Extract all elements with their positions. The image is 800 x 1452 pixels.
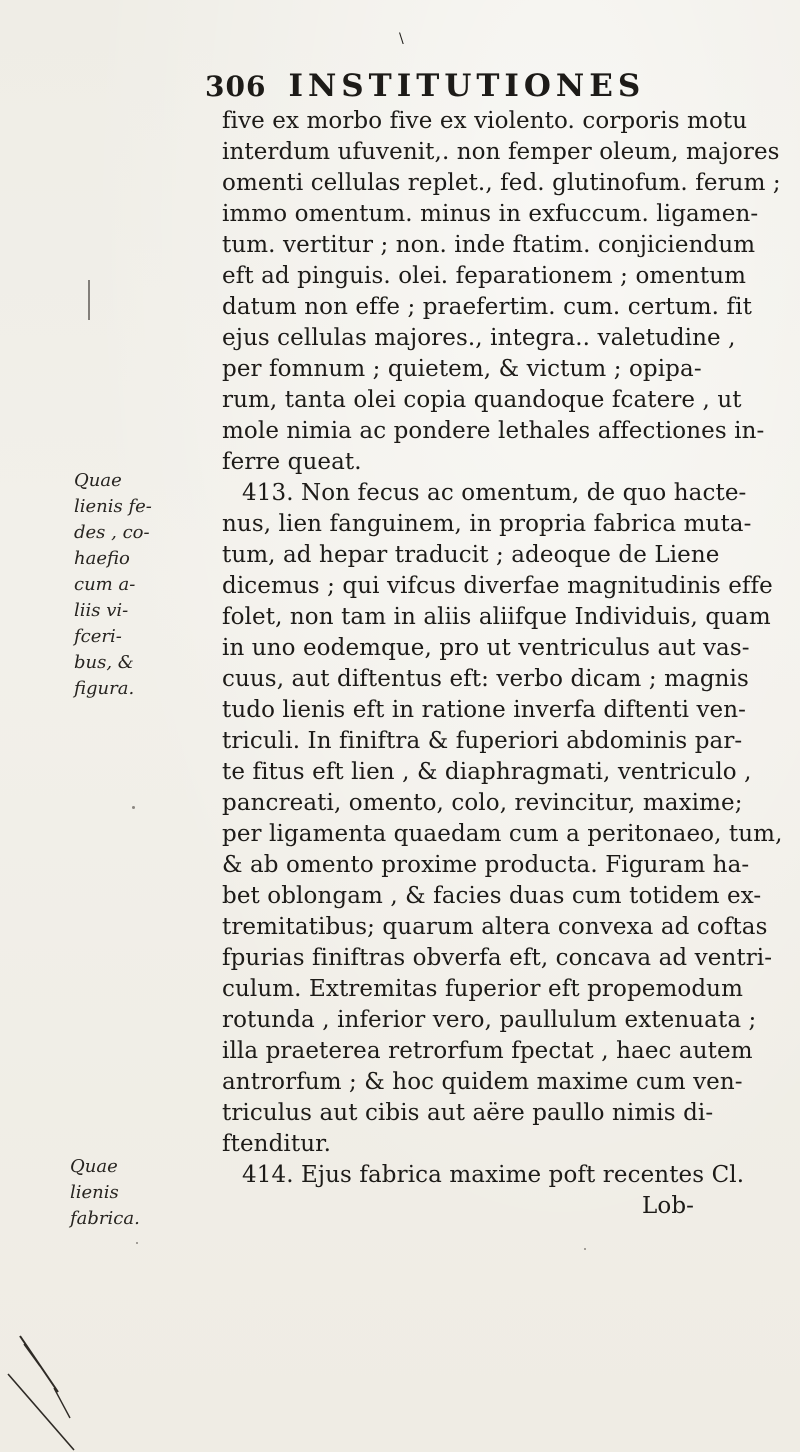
body-line: five ex morbo five ex violento. corporis motu xyxy=(222,108,748,134)
body-line: ftenditur. xyxy=(222,1131,332,1157)
body-line: te fitus eft lien , & diaphragmati, ventriculo , xyxy=(222,759,752,785)
body-line: 414. Ejus fabrica maxime poft recentes Cl. xyxy=(242,1162,745,1188)
body-line: omenti cellulas replet., fed. glutinofum. ferum ; xyxy=(222,170,781,196)
body-line: interdum ufuvenit,. non femper oleum, majores xyxy=(222,139,780,165)
body-line: dicemus ; qui vifcus diverfae magnitudinis effe xyxy=(222,573,773,599)
body-line: mole nimia ac pondere lethales affectiones in- xyxy=(222,418,765,444)
body-line: rotunda , inferior vero, paullulum extenuata ; xyxy=(222,1007,757,1033)
body-line: in uno eodemque, pro ut ventriculus aut vas- xyxy=(222,635,750,661)
page-number: 306 xyxy=(205,69,267,103)
page-header xyxy=(205,66,765,106)
margin-note-line: haefio xyxy=(74,548,130,569)
left-margin-rule xyxy=(88,280,90,320)
margin-note-line: figura. xyxy=(74,678,135,699)
margin-note-line: lienis fe- xyxy=(74,496,152,517)
body-line: fpurias finiftras obverfa eft, concava ad ventri- xyxy=(222,945,773,971)
margin-note-line: fceri- xyxy=(74,626,122,647)
body-line: triculi. In finiftra & fuperiori abdominis par- xyxy=(222,728,743,754)
body-line: Lob- xyxy=(642,1193,695,1219)
body-line: rum, tanta olei copia quandoque fcatere , ut xyxy=(222,387,742,413)
body-line: antrorfum ; & hoc quidem maxime cum ven- xyxy=(222,1069,743,1095)
body-line: illa praeterea retrorfum fpectat , haec autem xyxy=(222,1038,753,1064)
body-line: per fomnum ; quietem, & victum ; opipa- xyxy=(222,356,702,382)
body-line: tudo lienis eft in ratione inverfa diftenti ven- xyxy=(222,697,747,723)
ink-speck xyxy=(136,1242,138,1244)
body-line: pancreati, omento, colo, revincitur, maxime; xyxy=(222,790,743,816)
margin-note-2 xyxy=(70,1154,140,1232)
margin-note-line: des , co- xyxy=(74,522,150,543)
body-line: & ab omento proxime producta. Figuram ha- xyxy=(222,852,750,878)
body-line: per ligamenta quaedam cum a peritonaeo, tum, xyxy=(222,821,783,847)
margin-note-line: Quae xyxy=(74,470,122,491)
body-line: cuus, aut diftentus eft: verbo dicam ; magnis xyxy=(222,666,749,692)
body-line: ferre queat. xyxy=(222,449,362,475)
margin-note-line: Quae xyxy=(70,1156,118,1177)
body-line: culum. Extremitas fuperior eft propemodum xyxy=(222,976,743,1002)
body-line: folet, non tam in aliis aliifque Individuis, quam xyxy=(222,604,771,630)
margin-note-line: liis vi- xyxy=(74,600,129,621)
margin-note-line: bus, & xyxy=(74,652,134,673)
running-title: INSTITUTIONES xyxy=(288,68,646,104)
body-line: triculus aut cibis aut aëre paullo nimis di- xyxy=(222,1100,714,1126)
body-line: datum non effe ; praefertim. cum. certum. fit xyxy=(222,294,752,320)
body-line: eft ad pinguis. olei. feparationem ; omentum xyxy=(222,263,747,289)
margin-note-1 xyxy=(74,468,152,702)
margin-note-line: cum a- xyxy=(74,574,136,595)
top-mark: \ xyxy=(399,31,404,47)
body-line: 413. Non fecus ac omentum, de quo hacte- xyxy=(242,480,747,506)
corner-ink-marks xyxy=(0,1318,140,1452)
body-line: nus, lien fanguinem, in propria fabrica muta- xyxy=(222,511,752,537)
ink-speck xyxy=(132,806,135,809)
margin-note-line: fabrica. xyxy=(70,1208,140,1229)
body-line: tum, ad hepar traducit ; adeoque de Liene xyxy=(222,542,720,568)
body-line: immo omentum. minus in exfuccum. ligamen- xyxy=(222,201,759,227)
body-line: ejus cellulas majores., integra.. valetudine , xyxy=(222,325,736,351)
ink-speck xyxy=(584,1248,586,1250)
body-line: tum. vertitur ; non. inde ftatim. conjiciendum xyxy=(222,232,756,258)
body-line: tremitatibus; quarum altera convexa ad coftas xyxy=(222,914,768,940)
margin-note-line: lienis xyxy=(70,1182,119,1203)
body-line: bet oblongam , & facies duas cum totidem ex- xyxy=(222,883,762,909)
